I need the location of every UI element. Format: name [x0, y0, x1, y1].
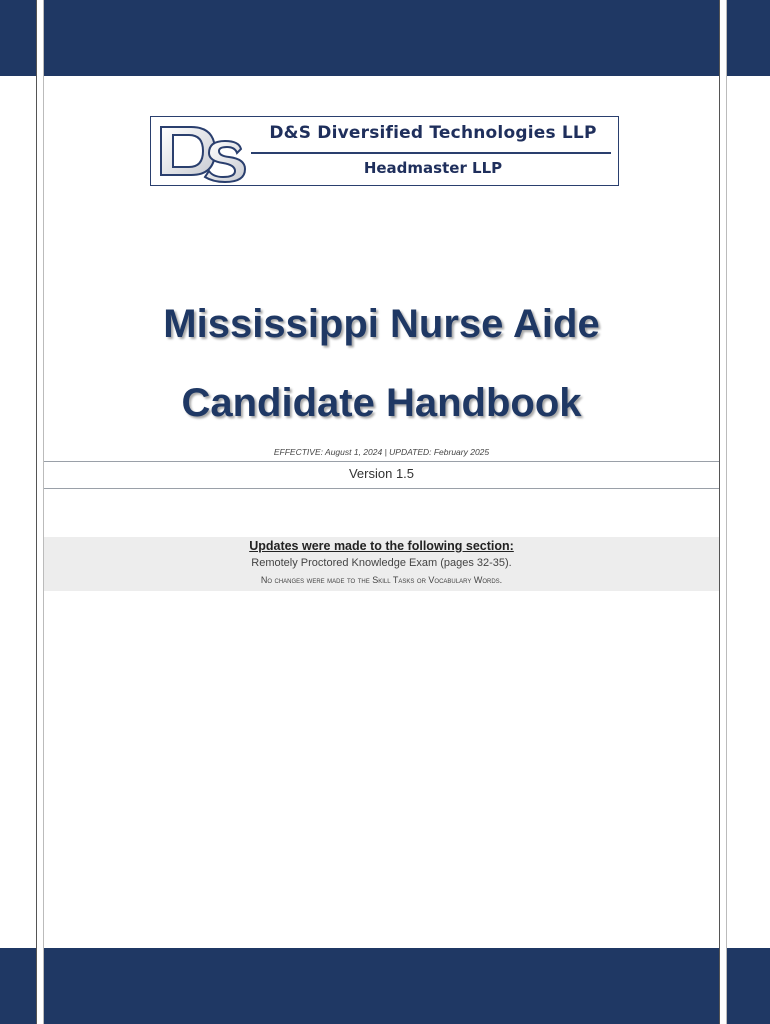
updates-note: No changes were made to the Skill Tasks or Vocabulary Words. [260, 575, 503, 585]
top-right-band [727, 0, 770, 76]
title-line-1: Mississippi Nurse Aide [163, 302, 600, 346]
logo-divider [251, 152, 611, 154]
effective-date-line: EFFECTIVE: August 1, 2024 | UPDATED: February 2025 [273, 447, 490, 457]
bottom-footer-band [44, 948, 719, 1024]
top-left-band [0, 0, 36, 76]
updates-heading: Updates were made to the following section: [249, 539, 514, 553]
top-header-band [44, 0, 719, 76]
ds-monogram-logo [155, 119, 247, 183]
company-logo [150, 116, 619, 186]
bottom-left-band [0, 948, 36, 1024]
version-top-rule [44, 461, 719, 462]
title-line-2: Candidate Handbook [181, 381, 582, 425]
logo-company-name: D&S Diversified Technologies LLP [269, 123, 597, 143]
updates-notice-box [44, 537, 719, 591]
version-bottom-rule [44, 488, 719, 489]
updates-item: Remotely Proctored Knowledge Exam (pages 32-35). [251, 557, 512, 569]
logo-subsidiary-name: Headmaster LLP [363, 159, 503, 177]
bottom-right-band [727, 948, 770, 1024]
left-border-rule [36, 0, 37, 1024]
left-inner-rule [43, 0, 44, 1024]
right-inner-rule [726, 0, 727, 1024]
version-label: Version 1.5 [348, 466, 415, 481]
right-border-rule [719, 0, 720, 1024]
